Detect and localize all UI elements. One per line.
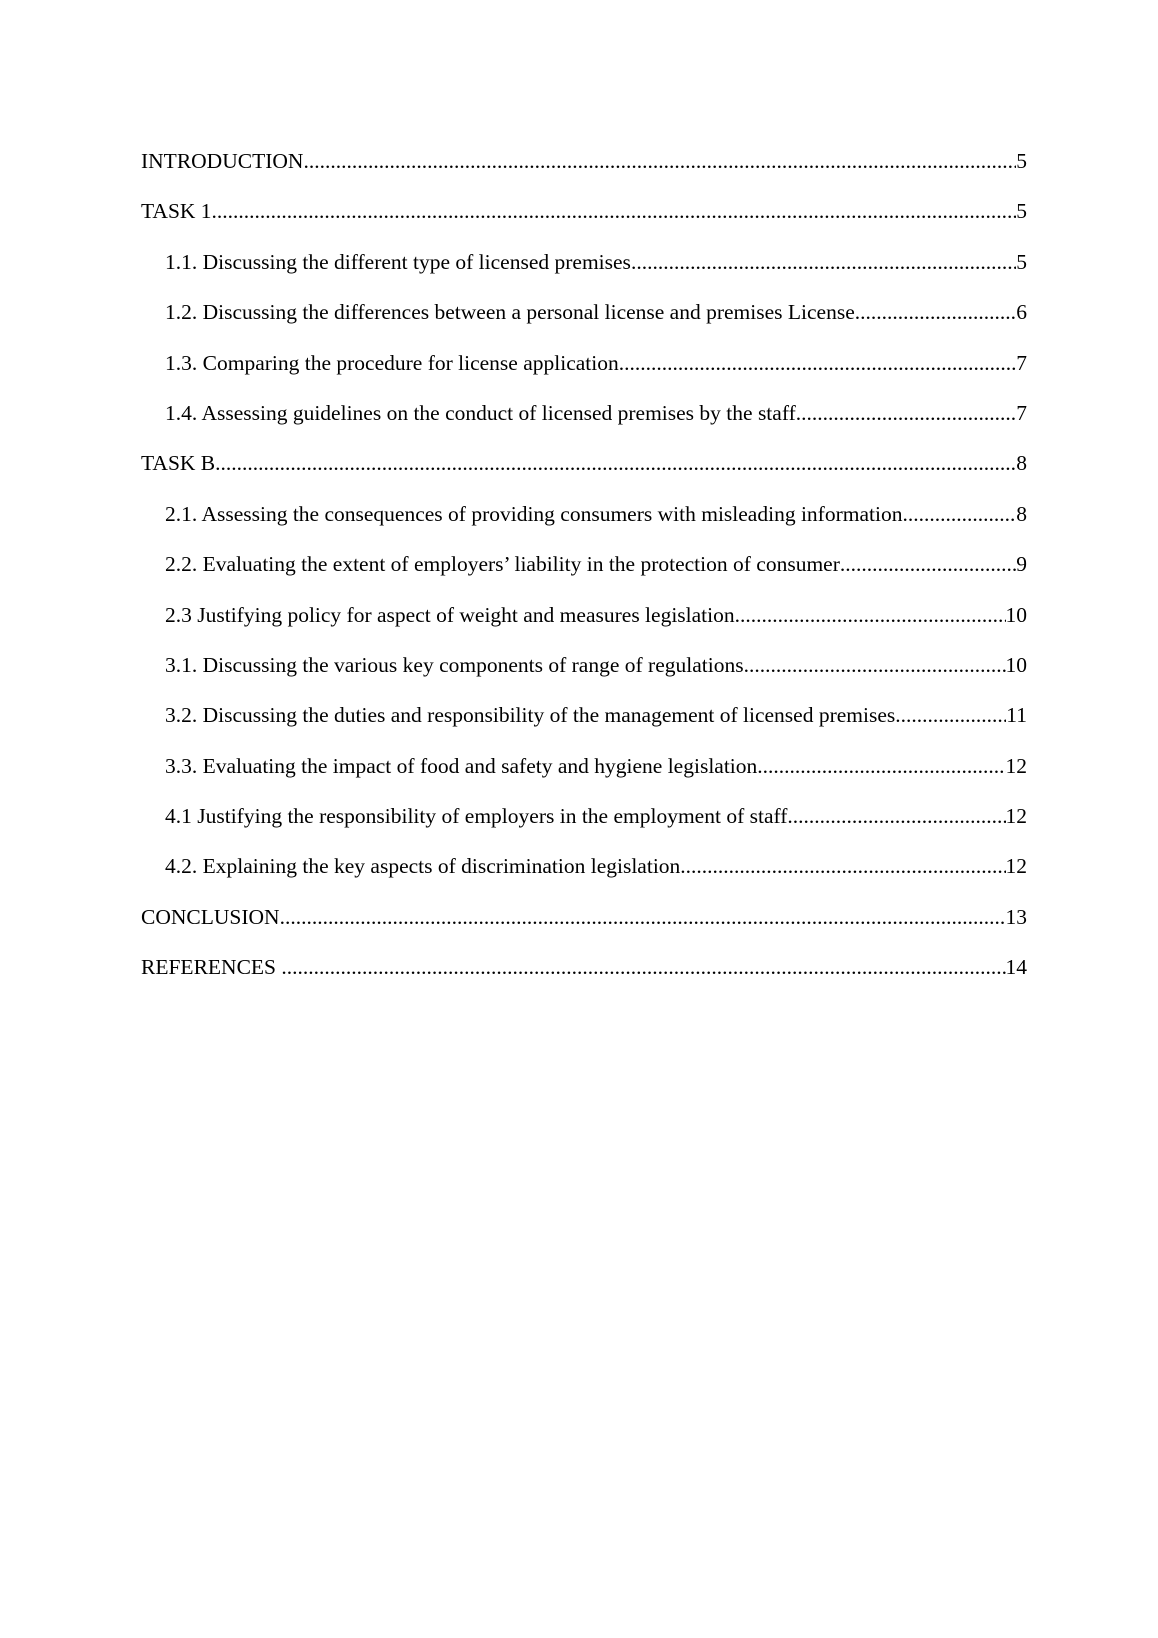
toc-entry-2-1[interactable] <box>141 489 1027 539</box>
toc-entry-references[interactable] <box>141 942 1027 992</box>
toc-leader-dots <box>744 640 1006 690</box>
toc-entry-label: INTRODUCTION <box>141 149 304 173</box>
toc-leader-dots <box>840 539 1016 589</box>
toc-leader-dots <box>631 237 1016 287</box>
toc-page-number: 12 <box>1005 753 1027 778</box>
toc-page-number: 11 <box>1006 703 1027 728</box>
toc-entry-task-b[interactable] <box>141 438 1027 488</box>
toc-leader-dots <box>796 388 1016 438</box>
toc-entry-1-2[interactable] <box>141 287 1027 337</box>
toc-leader-dots <box>281 942 1005 992</box>
toc-entry-label: REFERENCES <box>141 955 282 980</box>
toc-entry-2-3[interactable] <box>141 590 1027 640</box>
toc-leader-dots <box>303 136 1016 186</box>
toc-page-number: 7 <box>1016 400 1027 425</box>
toc-leader-dots <box>215 438 1016 488</box>
toc-leader-dots <box>902 489 1016 539</box>
toc-entry-label: 2.3 Justifying policy for aspect of weight and measures legislation <box>165 602 735 627</box>
toc-entry-3-3[interactable] <box>141 741 1027 791</box>
toc-page-number: 6 <box>1016 300 1027 325</box>
toc-entry-label: 4.2. Explaining the key aspects of discrimination legislation <box>165 854 681 879</box>
toc-page-number: 9 <box>1016 552 1027 577</box>
toc-entry-4-1[interactable] <box>141 791 1027 841</box>
toc-page-number: 7 <box>1016 350 1027 375</box>
toc-entry-4-2[interactable] <box>141 841 1027 891</box>
toc-entry-label: 1.2. Discussing the differences between a personal license and premises License <box>165 300 855 325</box>
toc-entry-label: 3.1. Discussing the various key components of range of regulations <box>165 652 744 677</box>
toc-leader-dots <box>855 287 1016 337</box>
toc-entry-conclusion[interactable] <box>141 892 1027 942</box>
toc-page-number: 8 <box>1016 451 1027 476</box>
toc-entry-2-2[interactable] <box>141 539 1027 589</box>
toc-page-number: 10 <box>1005 652 1027 677</box>
toc-leader-dots <box>735 590 1006 640</box>
toc-page-number: 14 <box>1005 955 1027 980</box>
toc-page-number: 12 <box>1005 804 1027 829</box>
toc-entry-1-3[interactable] <box>141 338 1027 388</box>
toc-page-number: 13 <box>1005 904 1027 929</box>
toc-page-number: 5 <box>1016 149 1027 173</box>
toc-page-number: 8 <box>1016 501 1027 526</box>
toc-entry-1-4[interactable] <box>141 388 1027 438</box>
toc-entry-introduction[interactable] <box>141 136 1027 186</box>
toc-page-number: 12 <box>1005 854 1027 879</box>
toc-leader-dots <box>680 841 1005 891</box>
toc-page-number: 5 <box>1016 249 1027 274</box>
toc-entry-label: TASK B <box>141 451 216 476</box>
toc-leader-dots <box>212 186 1017 236</box>
toc-entry-label: 2.1. Assessing the consequences of providing consumers with misleading information <box>165 501 903 526</box>
toc-leader-dots <box>619 338 1017 388</box>
toc-entry-task-1[interactable] <box>141 186 1027 236</box>
toc-leader-dots <box>901 690 1007 740</box>
toc-entry-label: 1.4. Assessing guidelines on the conduct of licensed premises by the staff <box>165 400 796 425</box>
toc-leader-dots <box>763 741 1006 791</box>
toc-entry-label: TASK 1 <box>141 199 212 224</box>
toc-entry-1-1[interactable] <box>141 237 1027 287</box>
toc-entry-label: 3.2. Discussing the duties and responsibility of the management of licensed premises. <box>165 703 901 728</box>
toc-leader-dots <box>787 791 1005 841</box>
toc-leader-dots <box>280 892 1006 942</box>
toc-entry-label: 4.1 Justifying the responsibility of employers in the employment of staff <box>165 804 788 829</box>
toc-entry-label: 1.1. Discussing the different type of licensed premises <box>165 249 631 274</box>
toc-page-number: 10 <box>1005 602 1027 627</box>
toc-entry-label: 3.3. Evaluating the impact of food and safety and hygiene legislation. <box>165 753 763 778</box>
toc-page-number: 5 <box>1016 199 1027 224</box>
toc-entry-3-1[interactable] <box>141 640 1027 690</box>
toc-entry-3-2[interactable] <box>141 690 1027 740</box>
toc-entry-label: 2.2. Evaluating the extent of employers’ liability in the protection of consumer <box>165 552 840 577</box>
toc-entry-label: CONCLUSION <box>141 904 280 929</box>
table-of-contents <box>141 136 1027 993</box>
toc-entry-label: 1.3. Comparing the procedure for license application <box>165 350 619 375</box>
